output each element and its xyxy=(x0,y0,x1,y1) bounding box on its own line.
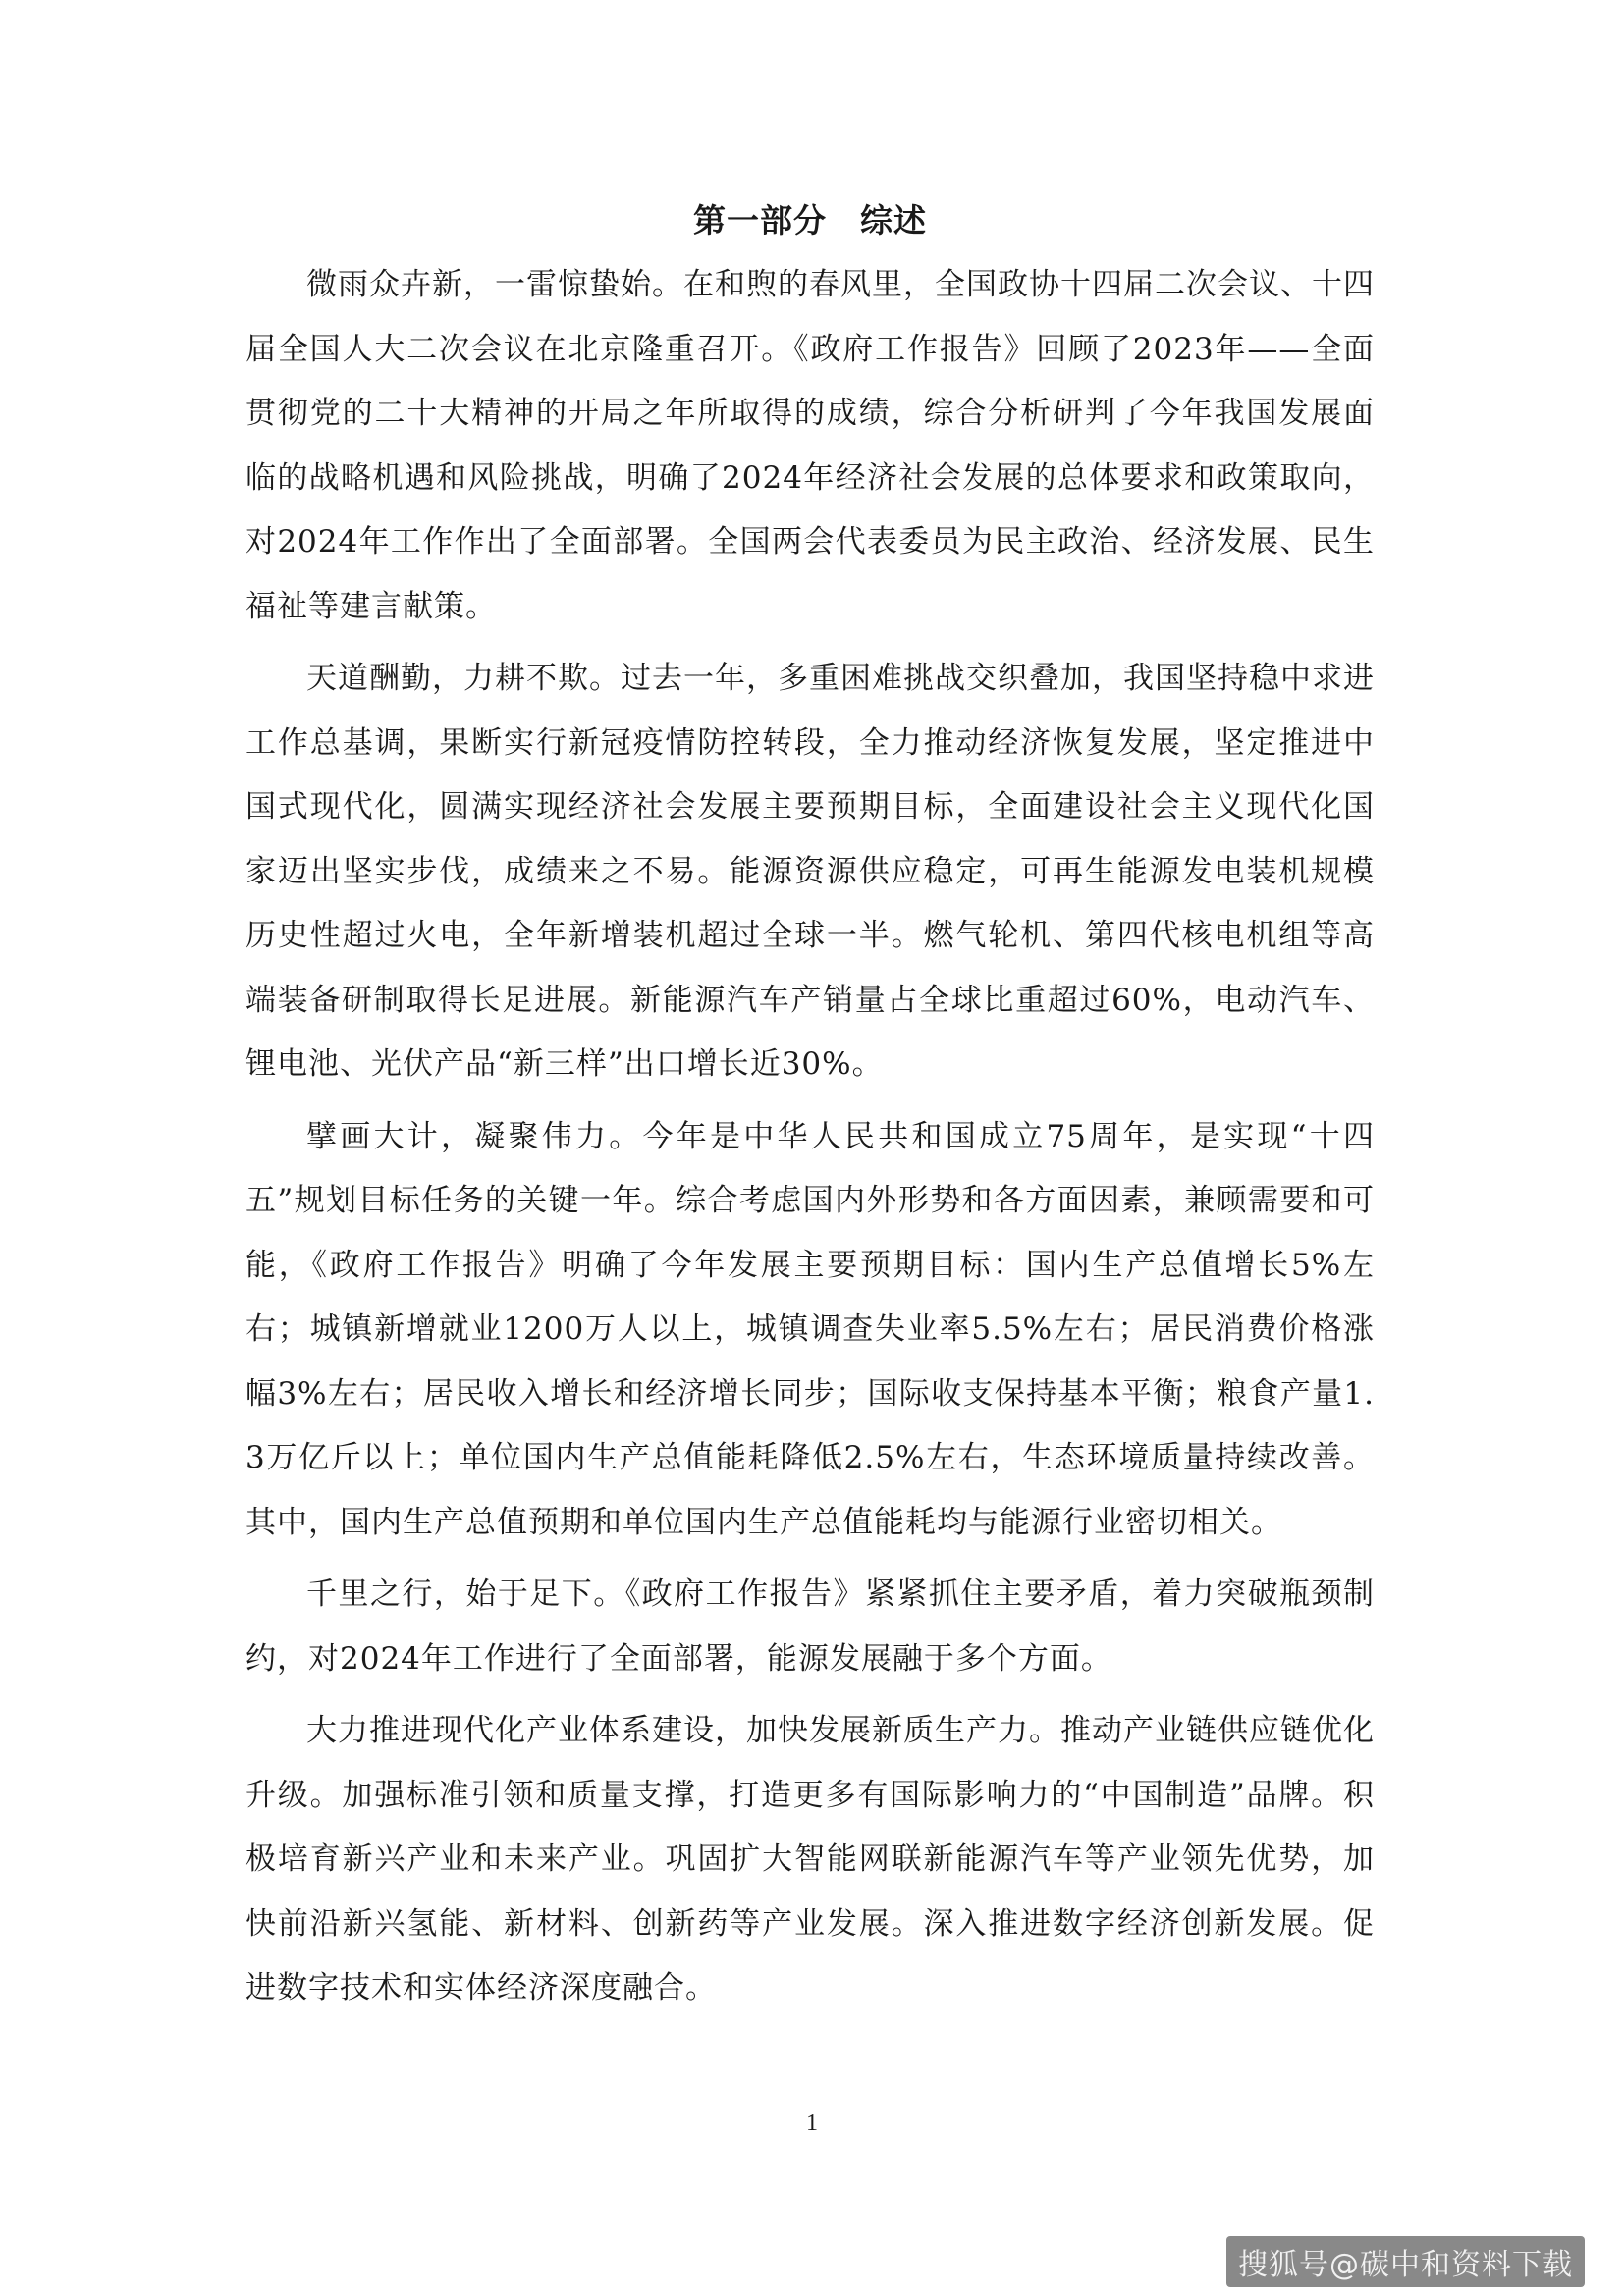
paragraph-1: 微雨众卉新，一雷惊蛰始。在和煦的春风里，全国政协十四届二次会议、十四届全国人大二次会议在北京隆重召开。《政府工作报告》回顾了2023年——全面贯彻党的二十大精神的开局之年所取得的成绩，综合分析研判了今年我国发展面临的战略机遇和风险挑战，明确了2024年经济社会发展的总体要求和政策取向，对2024年工作作出了全面部署。全国两会代表委员为民主政治、经济发展、民生福祉等建言献策。 xyxy=(245,267,1375,624)
page-number: 1 xyxy=(806,2110,818,2136)
paragraph-3: 擘画大计，凝聚伟力。今年是中华人民共和国成立75周年，是实现“十四五”规划目标任务的关键一年。综合考虑国内外形势和各方面因素，兼顾需要和可能，《政府工作报告》明确了今年发展主要预期目标：国内生产总值增长5%左右；城镇新增就业1200万人以上，城镇调查失业率5.5%左右；居民消费价格涨幅3%左右；居民收入增长和经济增长同步；国际收支保持基本平衡；粮食产量1.3万亿斤以上；单位国内生产总值能耗降低2.5%左右，生态环境质量持续改善。其中，国内生产总值预期和单位国内生产总值能耗均与能源行业密切相关。 xyxy=(245,1118,1375,1540)
watermark: 搜狐号@碳中和资料下载 xyxy=(1226,2236,1585,2287)
page-content xyxy=(245,196,1375,2029)
paragraph-4: 千里之行，始于足下。《政府工作报告》紧紧抓住主要矛盾，着力突破瓶颈制约，对2024年工作进行了全面部署，能源发展融于多个方面。 xyxy=(245,1576,1375,1677)
section-title: 第一部分 综述 xyxy=(693,201,927,240)
paragraph-5: 大力推进现代化产业体系建设，加快发展新质生产力。推动产业链供应链优化升级。加强标准引领和质量支撑，打造更多有国际影响力的“中国制造”品牌。积极培育新兴产业和未来产业。巩固扩大智能网联新能源汽车等产业领先优势，加快前沿新兴氢能、新材料、创新药等产业发展。深入推进数字经济创新发展。促进数字技术和实体经济深度融合。 xyxy=(245,1713,1375,2005)
paragraph-2: 天道酬勤，力耕不欺。过去一年，多重困难挑战交织叠加，我国坚持稳中求进工作总基调，果断实行新冠疫情防控转段，全力推动经济恢复发展，坚定推进中国式现代化，圆满实现经济社会发展主要预期目标，全面建设社会主义现代化国家迈出坚实步伐，成绩来之不易。能源资源供应稳定，可再生能源发电装机规模历史性超过火电，全年新增装机超过全球一半。燃气轮机、第四代核电机组等高端装备研制取得长足进展。新能源汽车产销量占全球比重超过60%，电动汽车、锂电池、光伏产品“新三样”出口增长近30%。 xyxy=(245,661,1375,1082)
